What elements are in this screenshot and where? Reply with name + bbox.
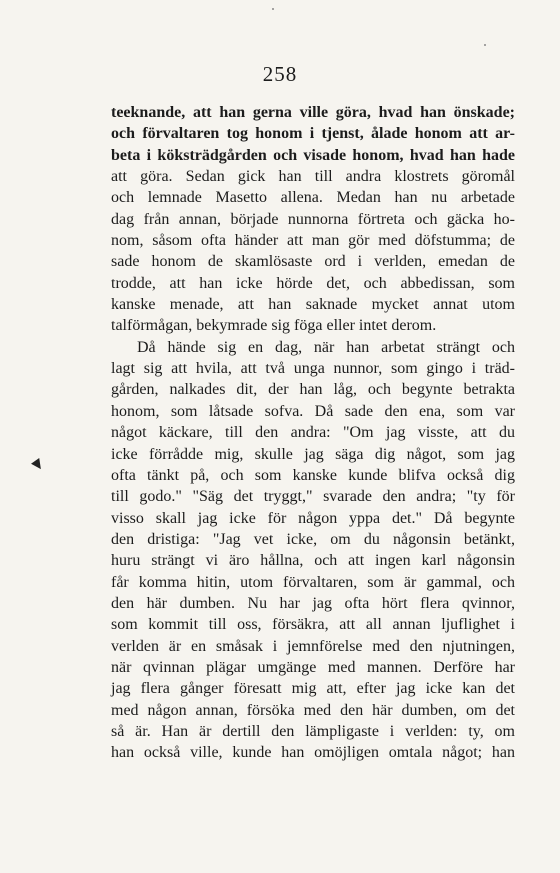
paper-speck — [484, 44, 486, 46]
body-text — [111, 102, 515, 764]
text-line: kanske menade, att han saknade mycket annat utom — [111, 296, 515, 314]
text-line: till godo." "Säg det tryggt," svarade den andra; "ty för — [111, 488, 515, 506]
text-line: med någon annan, försöka med den här dumben, om det — [111, 701, 515, 719]
text-line: får komma hitin, utom förvaltaren, som är gammal, och — [111, 573, 515, 591]
text-line: den här dumben. Nu har jag ofta hört flera qvinnor, — [111, 594, 515, 612]
paper-speck — [272, 8, 274, 10]
margin-pencil-mark — [31, 458, 45, 472]
text-line: att göra. Sedan gick han till andra klostrets göromål — [111, 168, 515, 186]
text-line: så är. Han är dertill den lämpligaste i verlden: ty, om — [111, 722, 515, 740]
text-line: dag från annan, började nunnorna förtreta och gäcka ho- — [111, 210, 515, 228]
text-line: ofta tänkt på, och som kanske kunde blifva också dig — [111, 466, 515, 484]
text-line: som kommit till oss, försäkra, att all annan ljuflighet i — [111, 616, 515, 634]
text-line: nom, såsom ofta händer att man gör med döfstumma; de — [111, 232, 515, 250]
text-line: honom, som låtsade sofva. Då sade den ena, som var — [111, 402, 515, 420]
text-line: han också ville, kunde han omöjligen omtala något; han — [111, 744, 515, 762]
text-line: Då hände sig en dag, när han arbetat strängt och — [137, 338, 515, 356]
text-line: gården, nalkades dit, der han låg, och begynte betrakta — [111, 381, 515, 399]
text-line: huru strängt vi äro hållna, och att ingen karl någonsin — [111, 552, 515, 570]
text-line: teeknande, att han gerna ville göra, hvad han önskade; — [111, 104, 515, 121]
text-line: beta i köksträdgården och visade honom, hvad han hade — [111, 146, 515, 164]
text-line: talförmågan, bekymrade sig föga eller intet derom. — [111, 317, 437, 335]
text-line: icke förrådde mig, skulle jag säga dig något, som jag — [111, 445, 515, 463]
text-line: sade honom de skamlösaste ord i verlden, emedan de — [111, 253, 515, 271]
page-number: 258 — [262, 62, 298, 86]
text-line: och förvaltaren tog honom i tjenst, ålade honom att ar- — [111, 125, 515, 143]
text-line: något käckare, till den andra: "Om jag visste, att du — [111, 424, 515, 442]
text-line: lagt sig att hvila, att två unga nunnor, som gingo i träd- — [111, 360, 515, 378]
text-line: och lemnade Masetto allena. Medan han nu arbetade — [111, 189, 515, 207]
text-line: verlden är en småsak i jemnförelse med den njutningen, — [111, 637, 515, 655]
text-line: jag flera gånger föresatt mig att, efter jag icke kan det — [111, 680, 515, 698]
text-line: trodde, att han icke hörde det, och abbedissan, som — [111, 274, 515, 292]
text-line: den dristiga: "Jag vet icke, om du någonsin betänkt, — [111, 530, 515, 548]
text-line: visso skall jag icke för någon yppa det." Då begynte — [111, 509, 515, 527]
text-line: när qvinnan plägar umgänge med mannen. Derföre har — [111, 658, 515, 676]
